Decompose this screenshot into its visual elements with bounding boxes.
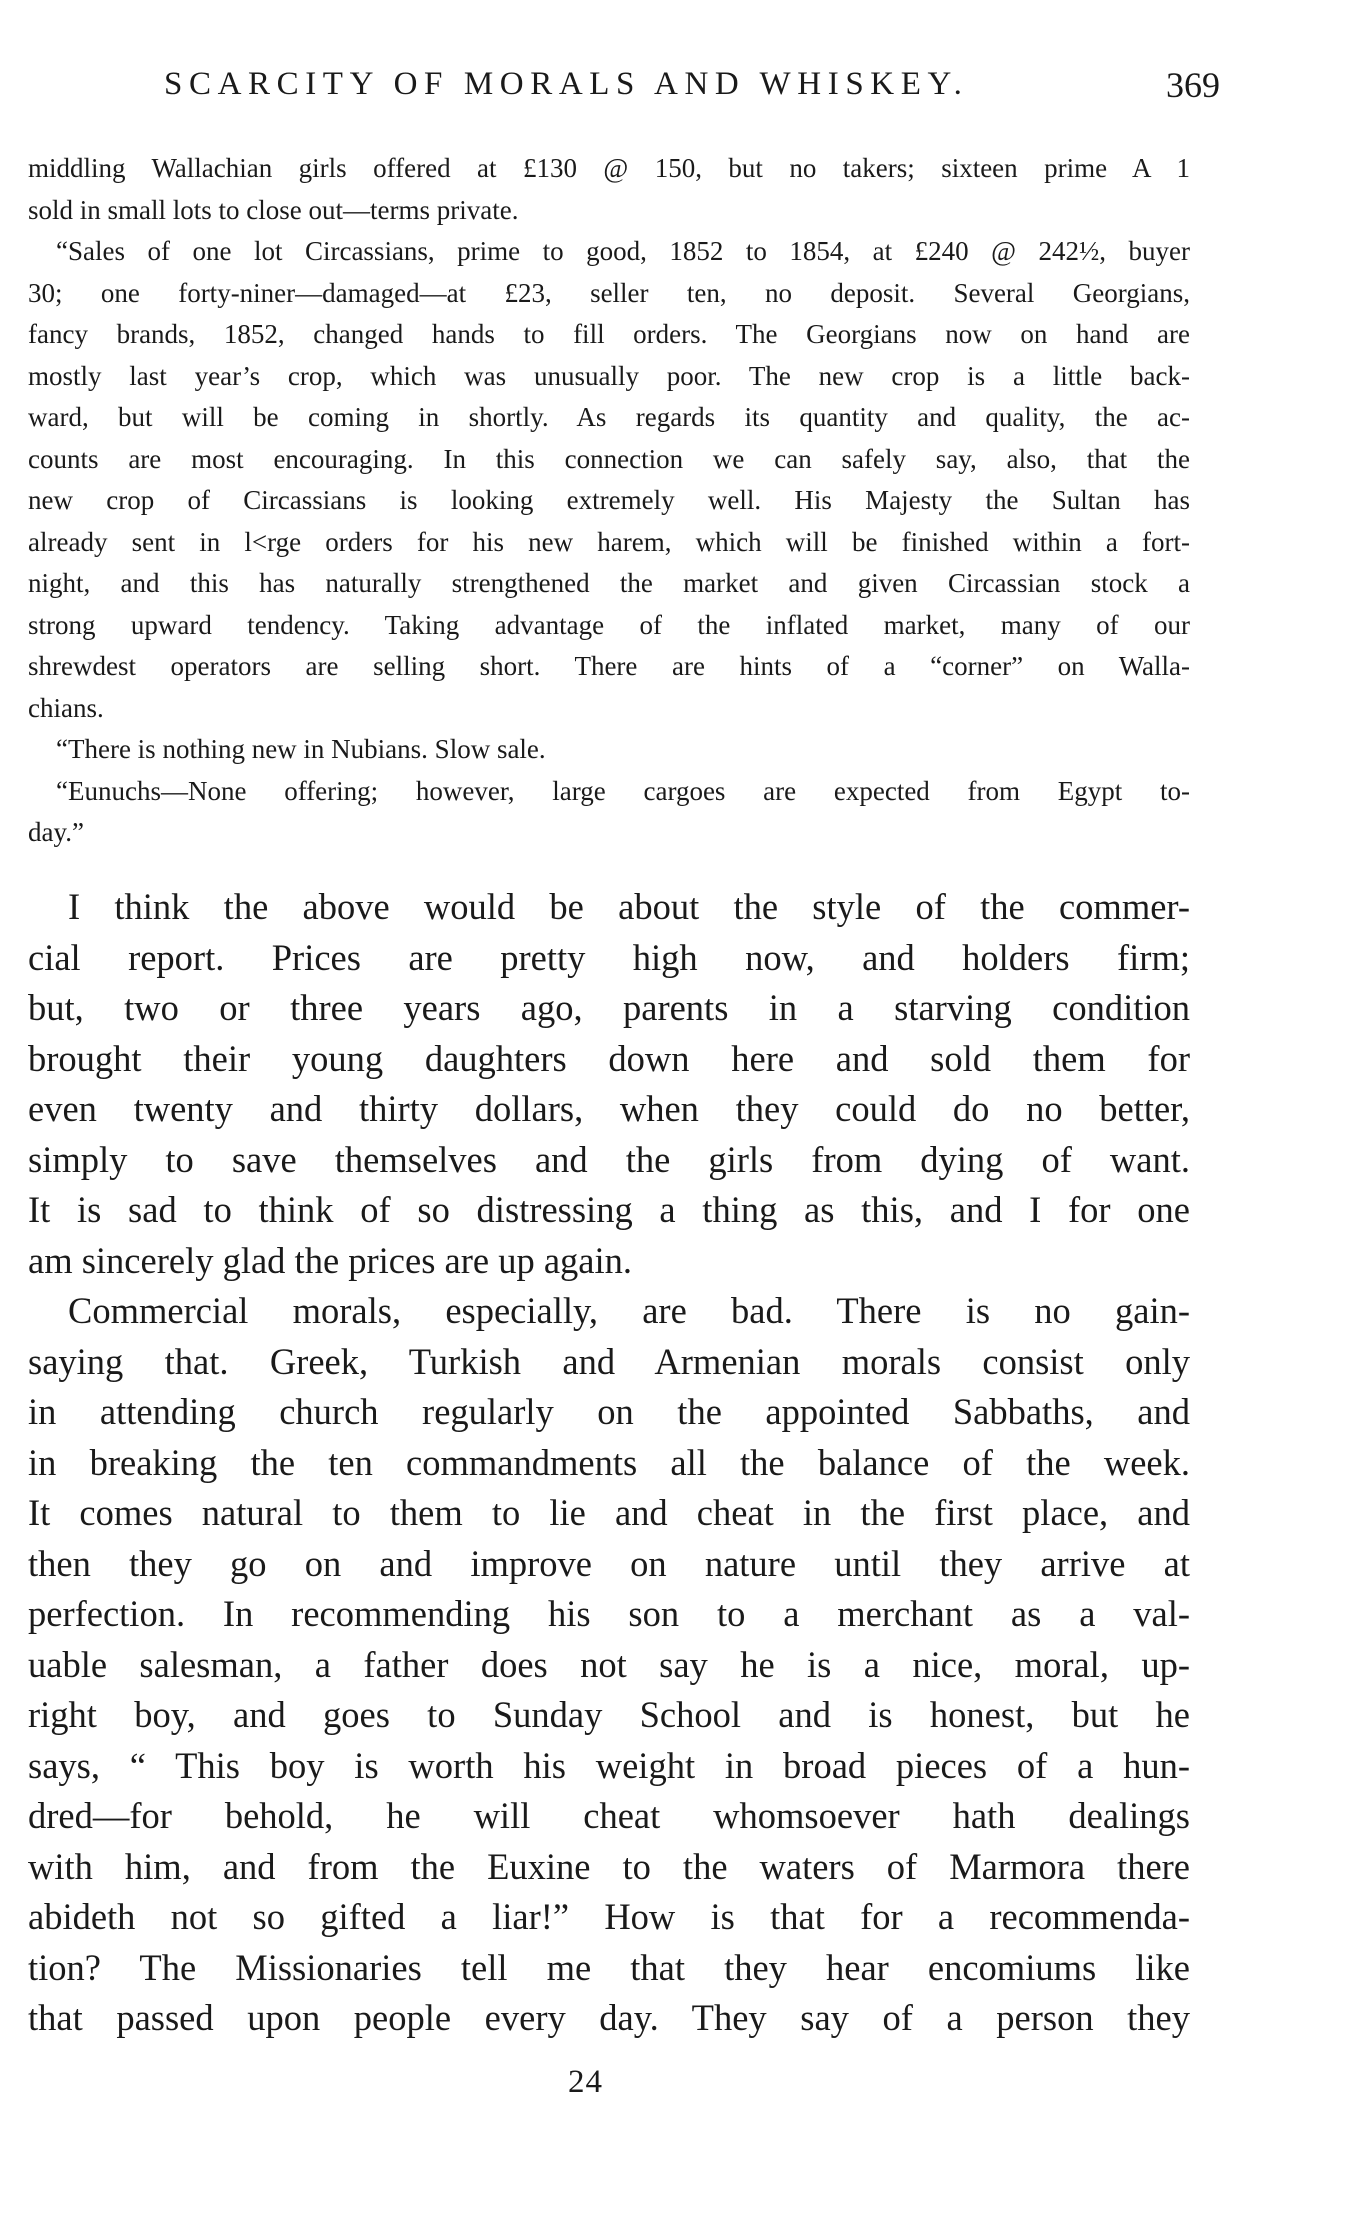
text-line: night, and this has naturally strengthened the market and given Circassian stock a	[28, 568, 1190, 598]
text-line: then they go on and improve on nature until they arrive at	[28, 1542, 1190, 1584]
body-text	[28, 882, 1190, 2044]
text-line: Commercial morals, especially, are bad. There is no gain-	[68, 1290, 1190, 1331]
text-line: simply to save themselves and the girls from dying of want.	[28, 1138, 1190, 1180]
text-line: brought their young daughters down here and sold them for	[28, 1037, 1190, 1079]
text-line: “Eunuchs—None offering; however, large cargoes are expected from Egypt to-	[56, 775, 1190, 806]
text-line: mostly last year’s crop, which was unusually poor. The new crop is a little back-	[28, 360, 1190, 391]
running-title: SCARCITY OF MORALS AND WHISKEY.	[164, 66, 969, 102]
text-line: It is sad to think of so distressing a thing as this, and I for one	[28, 1189, 1190, 1230]
text-line: counts are most encouraging. In this connection we can safely say, also, that the	[28, 443, 1190, 474]
text-line: strong upward tendency. Taking advantage of the inflated market, many of our	[28, 609, 1190, 640]
text-line: “Sales of one lot Circassians, prime to good, 1852 to 1854, at £240 @ 242½, buyer	[56, 236, 1190, 266]
text-line: in breaking the ten commandments all the balance of the week.	[28, 1441, 1190, 1483]
text-line: dred—for behold, he will cheat whomsoever hath dealings	[28, 1795, 1190, 1836]
text-line: It comes natural to them to lie and cheat in the first place, and	[28, 1492, 1190, 1533]
text-line: fancy brands, 1852, changed hands to fill orders. The Georgians now on hand are	[28, 319, 1190, 349]
text-line: middling Wallachian girls offered at £130 @ 150, but no takers; sixteen prime A 1	[28, 153, 1190, 183]
text-line: abideth not so gifted a liar!” How is that for a recommenda-	[28, 1896, 1190, 1937]
text-line: tion? The Missionaries tell me that they hear encomiums like	[28, 1946, 1190, 1988]
text-line: ward, but will be coming in shortly. As regards its quantity and quality, the ac-	[28, 402, 1190, 432]
text-line: says, “ This boy is worth his weight in broad pieces of a hun-	[28, 1744, 1190, 1786]
text-line: uable salesman, a father does not say he is a nice, moral, up-	[28, 1643, 1190, 1685]
text-line: chians.	[28, 692, 104, 723]
text-line: saying that. Greek, Turkish and Armenian morals consist only	[28, 1340, 1190, 1382]
text-line: but, two or three years ago, parents in a starving condition	[28, 987, 1190, 1028]
text-line: with him, and from the Euxine to the waters of Marmora there	[28, 1845, 1190, 1887]
text-line: right boy, and goes to Sunday School and is honest, but he	[28, 1694, 1190, 1735]
text-line: day.”	[28, 817, 84, 847]
text-line: cial report. Prices are pretty high now, and holders firm;	[28, 936, 1190, 978]
text-line: 30; one forty-niner—damaged—at £23, seller ten, no deposit. Several Georgians,	[28, 277, 1190, 308]
book-page	[28, 0, 1220, 2228]
text-line: already sent in l<rge orders for his new harem, which will be finished within a fort-	[28, 526, 1190, 557]
text-line: that passed upon people every day. They say of a person they	[28, 1997, 1190, 2038]
text-line: sold in small lots to close out—terms private.	[28, 194, 519, 225]
text-line: perfection. In recommending his son to a merchant as a val-	[28, 1593, 1190, 1634]
page-number: 369	[1166, 65, 1220, 105]
text-line: in attending church regularly on the appointed Sabbaths, and	[28, 1391, 1190, 1432]
quoted-market-report	[28, 148, 1190, 854]
signature-mark: 24	[568, 2064, 603, 2100]
text-line: am sincerely glad the prices are up again.	[28, 1239, 633, 1281]
text-line: I think the above would be about the style of the commer-	[68, 886, 1190, 927]
text-line: “There is nothing new in Nubians. Slow sale.	[56, 734, 546, 764]
text-line: new crop of Circassians is looking extremely well. His Majesty the Sultan has	[28, 485, 1190, 515]
running-head	[28, 65, 1220, 114]
text-line: shrewdest operators are selling short. There are hints of a “corner” on Walla-	[28, 651, 1190, 681]
text-line: even twenty and thirty dollars, when they could do no better,	[28, 1088, 1190, 1129]
